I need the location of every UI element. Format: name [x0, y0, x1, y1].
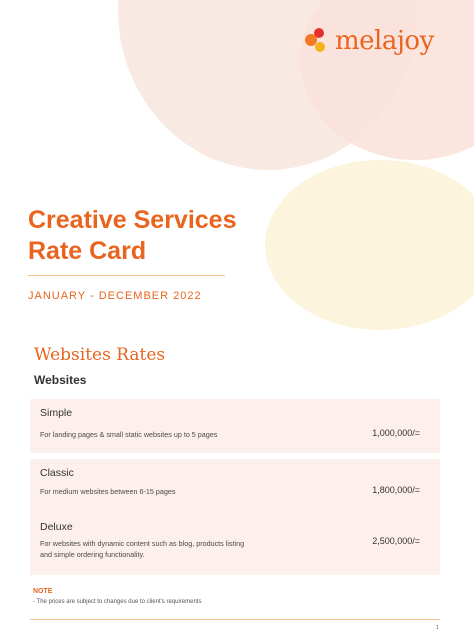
logo-dots-icon — [305, 28, 331, 54]
title-line-1: Creative Services — [28, 206, 237, 234]
rate-description-line: For websites with dynamic content such as blog, products listing — [40, 539, 245, 548]
logo-dot-yellow — [315, 42, 325, 52]
rate-description-line: For landing pages & small static websites up to 5 pages — [40, 430, 218, 439]
rate-price: 2,500,000/= — [372, 536, 420, 546]
note-label: NOTE — [33, 588, 53, 595]
subsection-heading: Websites — [34, 373, 87, 387]
title-divider — [28, 275, 225, 276]
rate-description-line: and simple ordering functionality. — [40, 550, 145, 559]
brand-logo — [305, 26, 434, 56]
rate-name: Deluxe — [40, 521, 73, 533]
rate-row-classic — [30, 459, 440, 513]
rate-description — [40, 538, 300, 560]
footer-divider — [30, 619, 440, 620]
rate-row-simple — [30, 399, 440, 453]
rate-price: 1,000,000/= — [372, 428, 420, 438]
logo-wordmark: melajoy — [335, 26, 434, 56]
title-line-2: Rate Card — [28, 237, 147, 265]
rate-name: Classic — [40, 467, 74, 479]
section-heading: Websites Rates — [34, 345, 166, 365]
date-period: JANUARY - DECEMBER 2022 — [28, 290, 202, 302]
background-blob-yellow — [265, 160, 474, 330]
note-text: - The prices are subject to changes due to client's requirements — [33, 599, 202, 605]
rate-description — [40, 486, 300, 497]
page-number: 1 — [436, 625, 439, 631]
document-title — [28, 205, 236, 267]
rate-name: Simple — [40, 407, 73, 419]
rate-price: 1,800,000/= — [372, 485, 420, 495]
rate-row-deluxe — [30, 513, 440, 575]
rate-description-line: For medium websites between 6-15 pages — [40, 487, 176, 496]
rate-description — [40, 429, 300, 440]
